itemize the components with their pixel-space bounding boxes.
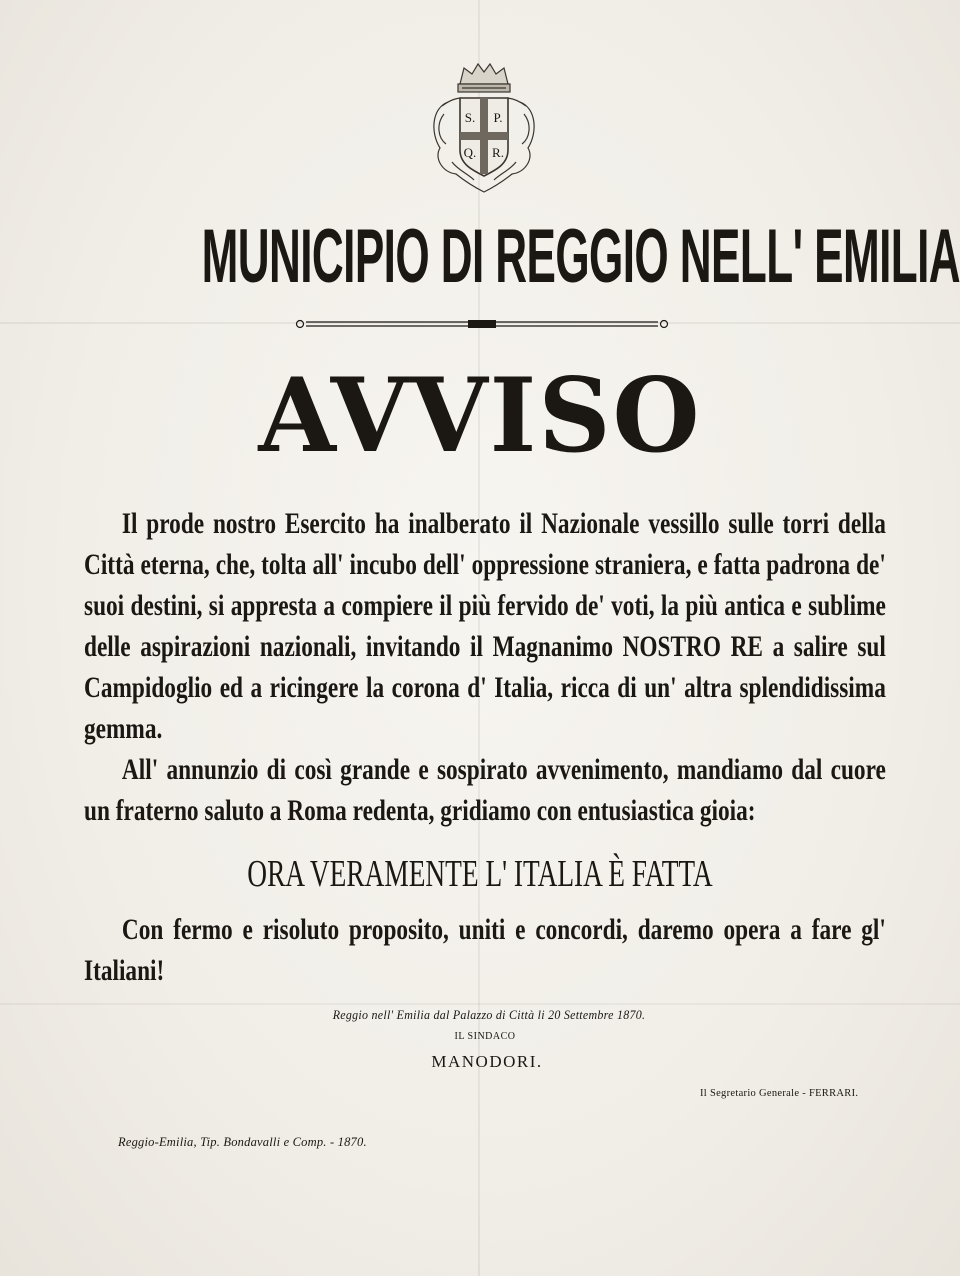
mayor-name: MANODORI.: [431, 1052, 543, 1071]
crest-letter-s: S.: [464, 110, 476, 125]
crest-letter-q: Q.: [463, 145, 477, 160]
paper-fold-horizontal-lower: [0, 1003, 960, 1005]
ornamental-rule: [292, 318, 672, 330]
slogan: ORA VERAMENTE L' ITALIA È FATTA: [247, 853, 713, 895]
coat-of-arms-icon: [428, 62, 540, 194]
crest-letter-r: R.: [492, 145, 504, 160]
printer-imprint: Reggio-Emilia, Tip. Bondavalli e Comp. - 1870.: [118, 1135, 367, 1149]
mayor-label: IL SINDACO: [454, 1031, 516, 1042]
notice-body: [84, 504, 886, 832]
crest-letter-p: P.: [493, 110, 503, 125]
body-paragraph-1: Il prode nostro Esercito ha inalberato il Nazionale vessillo sulle torri della Città eterna, che, tolta all' incubo dell' oppressione straniera, e fatta padrona de' suoi destini, si appresta a compiere il più fervido de' voti, la più antica e sublime delle aspirazioni nazionali, invitando il Magnanimo NOSTRO RE a salire sul Campidoglio ed a ricingere la corona d' Italia, ricca di un' altra splendidissima gemma.: [84, 508, 886, 745]
municipality-title: MUNICIPIO DI REGGIO NELL' EMILIA: [201, 214, 960, 299]
notice-heading: AVVISO: [258, 356, 702, 476]
body-paragraph-2: All' annunzio di così grande e sospirato avvenimento, mandiamo dal cuore un fraterno saluto a Roma redenta, gridiamo con entusiastica gioia:: [84, 754, 886, 827]
secretary-signature: Il Segretario Generale - FERRARI.: [700, 1088, 859, 1099]
closing-paragraph: Con fermo e risoluto proposito, uniti e concordi, daremo opera a fare gl' Italiani!: [84, 914, 886, 987]
dateline: Reggio nell' Emilia dal Palazzo di Città li 20 Settembre 1870.: [332, 1007, 646, 1022]
